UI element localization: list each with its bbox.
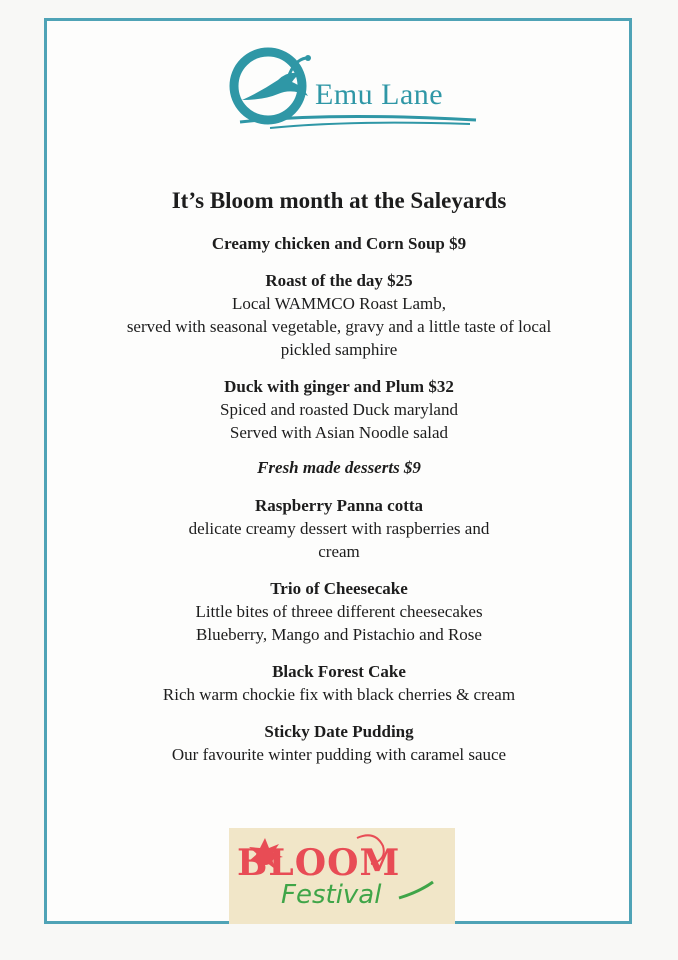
menu-item-panna-cotta	[47, 494, 631, 563]
menu-item-cheesecake	[47, 577, 631, 646]
menu-item-sticky-date	[47, 720, 631, 766]
item-description	[47, 398, 631, 444]
menu-item-black-forest	[47, 660, 631, 706]
item-desc-line: Served with Asian Noodle salad	[229, 423, 449, 442]
item-description	[47, 292, 631, 361]
item-desc-line: Our favourite winter pudding with caramel sauce	[171, 745, 507, 764]
item-name: Duck with ginger and Plum $32	[224, 377, 454, 396]
item-name: Black Forest Cake	[272, 662, 406, 681]
item-desc-line: cream	[318, 542, 360, 561]
item-description	[47, 683, 631, 706]
menu-title: It’s Bloom month at the Saleyards	[171, 188, 507, 213]
item-desc-line: Blueberry, Mango and Pistachio and Rose	[196, 625, 482, 644]
item-desc-line: Rich warm chockie fix with black cherries & cream	[162, 685, 516, 704]
desserts-heading: Fresh made desserts $9	[257, 458, 421, 477]
menu-content	[47, 180, 631, 780]
item-name: Roast of the day $25	[265, 271, 413, 290]
item-desc-line: delicate creamy dessert with raspberries and	[188, 519, 490, 538]
item-description	[47, 743, 631, 766]
menu-item-duck	[47, 375, 631, 444]
item-desc-line: Spiced and roasted Duck maryland	[220, 400, 458, 419]
item-name: Raspberry Panna cotta	[254, 496, 424, 515]
logo-text: Emu Lane	[315, 78, 444, 111]
bloom-word: BLOOM	[237, 842, 401, 884]
menu-item-roast	[47, 269, 631, 361]
item-name: Trio of Cheesecake	[270, 579, 408, 598]
item-desc-line: Local WAMMCO Roast Lamb,	[231, 294, 447, 313]
item-desc-line: pickled samphire	[280, 340, 398, 359]
bloom-festival-logo	[229, 828, 455, 924]
item-desc-line: Little bites of threee different cheesecakes	[195, 602, 483, 621]
item-description	[47, 600, 631, 646]
festival-word: Festival	[281, 880, 382, 910]
item-desc-line: served with seasonal vegetable, gravy and a little taste of local	[126, 317, 552, 336]
item-name: Creamy chicken and Corn Soup $9	[211, 234, 467, 253]
item-description	[47, 517, 631, 563]
menu-item-soup	[47, 232, 631, 255]
item-name: Sticky Date Pudding	[264, 722, 414, 741]
